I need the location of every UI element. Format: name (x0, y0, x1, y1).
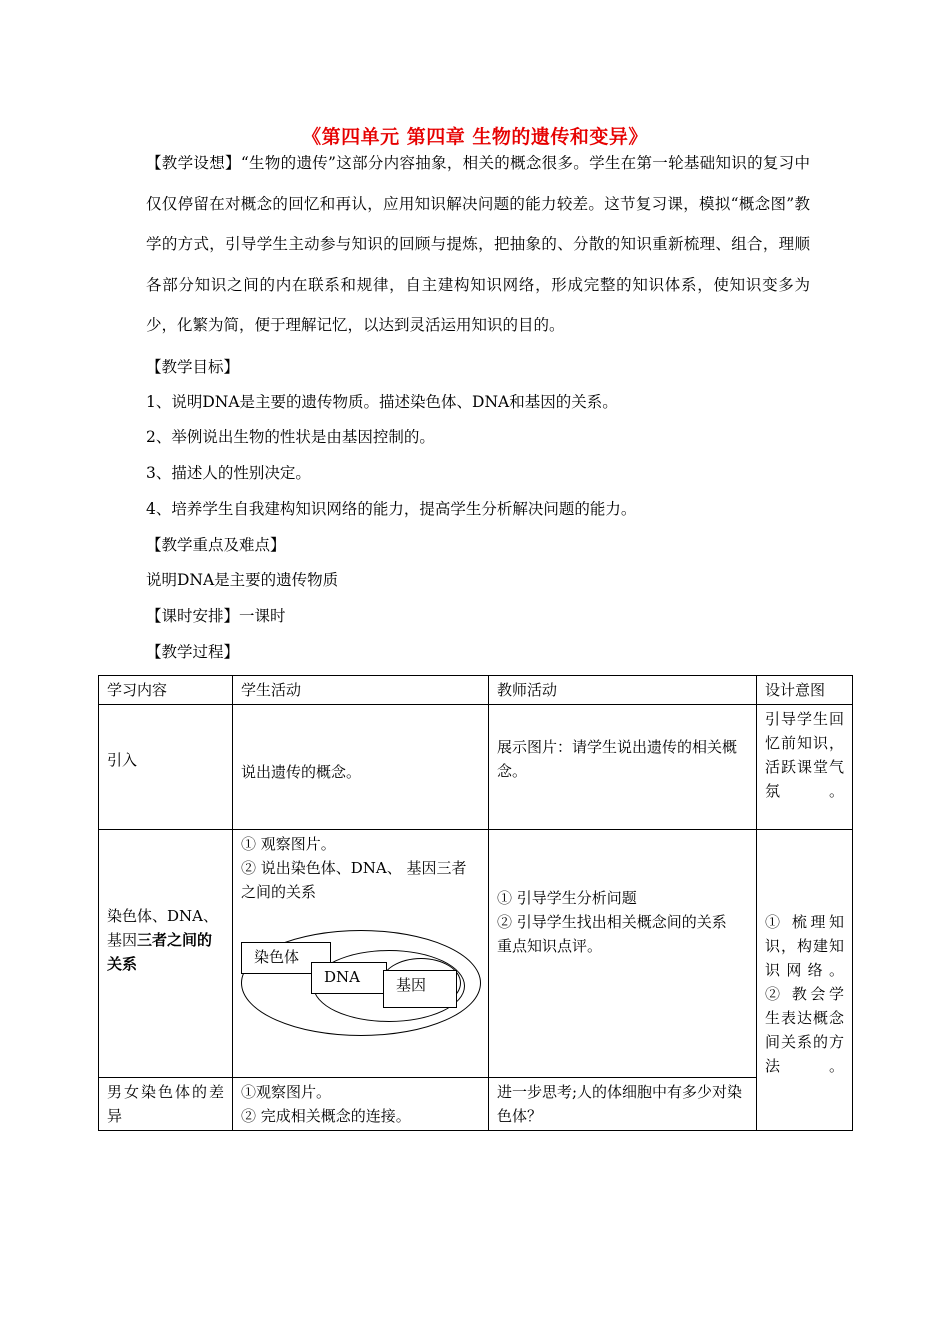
row3-student-2: ② 完成相关概念的连接。 (241, 1107, 411, 1125)
row2-content (99, 830, 233, 1078)
chromosome-label: 染色体 (254, 948, 300, 966)
row1-teacher (489, 705, 757, 830)
row1-student-text: 说出遗传的概念。 (241, 763, 362, 781)
schedule-line (146, 604, 286, 626)
table-row (99, 705, 853, 830)
schedule-text: 一课时 (239, 607, 286, 625)
key-points-label: 【教学重点及难点】 (146, 536, 286, 554)
process-label: 【教学过程】 (146, 643, 240, 661)
table-row (99, 1078, 853, 1131)
header-student: 学生活动 (233, 676, 489, 705)
goal-item-3: 3、描述人的性别决定。 (146, 464, 311, 482)
dna-box (311, 962, 387, 994)
row2-student-1: ① 观察图片。 (241, 835, 336, 853)
row3-teacher: 进一步思考;人的体细胞中有多少对染色体？ (489, 1078, 757, 1131)
row2-intent-2: ② 教会学生表达概念间关系的方法。 (765, 985, 844, 1075)
row2-teacher-2: ② 引导学生找出相关概念间的关系 (497, 913, 727, 931)
key-points-text: 说明DNA是主要的遗传物质 (146, 571, 339, 589)
gene-label: 基因 (396, 976, 427, 994)
row2-intent (757, 830, 853, 1131)
row2-content-bold: 三者之间的关系 (107, 931, 213, 973)
row2-teacher (489, 830, 757, 1078)
header-teacher: 教师活动 (489, 676, 757, 705)
row1-content: 引入 (99, 705, 233, 830)
row3-student-1: ①观察图片。 (241, 1083, 332, 1101)
concept-diagram (241, 922, 481, 1042)
table-header-row (99, 676, 853, 705)
header-content: 学习内容 (99, 676, 233, 705)
goal-item-4: 4、培养学生自我建构知识网络的能力，提高学生分析解决问题的能力。 (146, 500, 637, 518)
row2-student-2: ② 说出染色体、DNA、 基因三者之间的关系 (241, 859, 467, 901)
goals-label: 【教学目标】 (146, 358, 240, 376)
goal-item-1: 1、说明DNA是主要的遗传物质。描述染色体、DNA和基因的关系。 (146, 393, 618, 411)
schedule-label: 【课时安排】 (146, 607, 240, 625)
dna-label: DNA (324, 968, 360, 986)
header-intent: 设计意图 (757, 676, 853, 705)
page-title: 《第四单元 第四章 生物的遗传和变异》 (302, 126, 648, 148)
row2-student (233, 830, 489, 1078)
design-text: “生物的遗传”这部分内容抽象，相关的概念很多。学生在第一轮基础知识的复习中仅仅停留在对概念的回忆和再认，应用知识解决问题的能力较差。这节复习课，模拟“概念图”教学的方式，引导学生主动参与知识的回顾与提炼，把抽象的、分散的知识重新梳理、组合，理顺各部分知识之间的内在联系和规律，自主建构知识网络，形成完整的知识体系，使知识变多为少，化繁为简，便于理解记忆，以达到灵活运用知识的目的。 (146, 154, 810, 334)
row1-intent: 引导学生回忆前知识，活跃课堂气氛。 (757, 705, 853, 830)
goal-item-2: 2、举例说出生物的性状是由基因控制的。 (146, 428, 435, 446)
row1-student (233, 705, 489, 830)
row2-content-plain: 染色体、DNA、基因 (107, 907, 218, 949)
table-row (99, 830, 853, 1078)
row2-intent-1: ① 梳理知识，构建知识网络。 (765, 913, 844, 979)
gene-box (383, 970, 457, 1008)
design-paragraph (146, 143, 810, 346)
row1-teacher-text: 展示图片：请学生说出遗传的相关概念。 (497, 738, 738, 780)
design-label: 【教学设想】 (146, 154, 241, 172)
row2-teacher-3: 重点知识点评。 (497, 937, 603, 955)
row2-teacher-1: ① 引导学生分析问题 (497, 889, 637, 907)
row3-content: 男女染色体的差异 (99, 1078, 233, 1131)
row3-student (233, 1078, 489, 1131)
process-table (98, 675, 853, 1131)
